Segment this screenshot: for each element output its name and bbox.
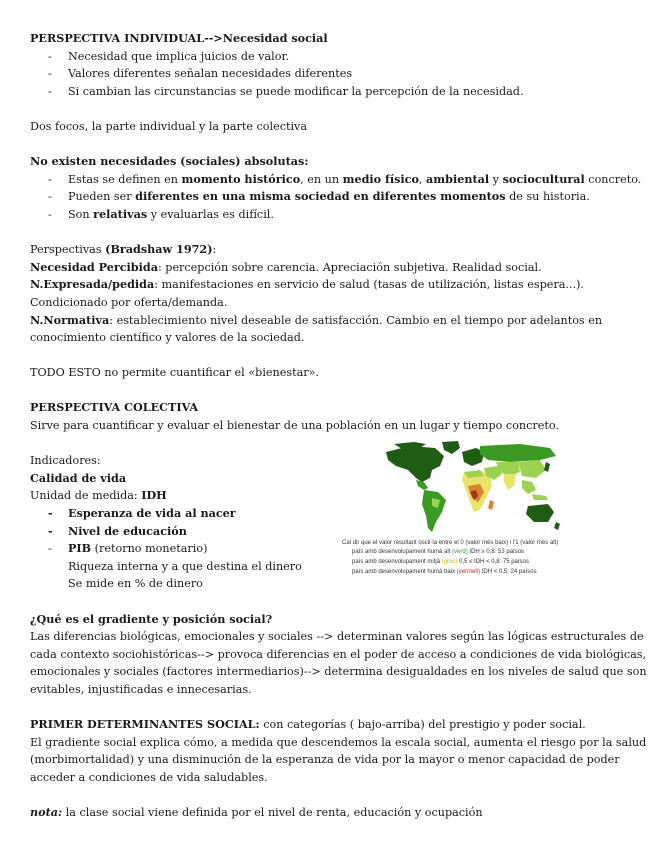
world-map-image	[380, 440, 560, 535]
gradiente-line: Las diferencias biológicas, emocionales y sociales --> determinan valores según las lógicas estructurales de	[30, 630, 644, 644]
indicadores-label: Indicadores:	[30, 454, 101, 468]
list-item: - Esperanza de vida al nacer	[48, 505, 630, 523]
list-item: - Valores diferentes señalan necesidades diferentes	[48, 65, 630, 83]
unidad-medida: Unidad de medida: IDH	[30, 488, 167, 503]
legend-row-mid: país amb desenvolupament mitjà (groc) 0,5 ≤ IDH < 0,8: 75 països	[352, 559, 529, 565]
document-page	[30, 30, 647, 822]
list-item: - Necesidad que implica juicios de valor.	[48, 48, 630, 66]
determinantes-heading: PRIMER DETERMINANTES SOCIAL: con categorías ( bajo-arriba) del prestigio y poder social.	[30, 717, 586, 732]
idh-world-map-figure	[342, 440, 632, 577]
necesidad-normativa: N.Normativa: establecimiento nivel deseable de satisfacción. Cambio en el tiempo por adelantos en	[30, 312, 603, 327]
list-item: - Estas se definen en momento histórico, en un medio físico, ambiental y sociocultural concreto.	[48, 171, 630, 189]
calidad-vida-label: Calidad de vida	[30, 470, 127, 485]
legend-row-low: país amb desenvolupament humà baix (vermell) IDH < 0,5: 24 països	[352, 569, 537, 575]
list-item: - Nivel de educación	[48, 523, 630, 541]
section-colectiva-title: PERSPECTIVA COLECTIVA	[30, 400, 199, 415]
map-caption: Cal dir que el valor resultant oscil·la entre el 0 (valor més baix) i l'1 (valor més alt)	[342, 540, 559, 546]
todo-esto-text: TODO ESTO no permite cuantificar el «bienestar».	[30, 366, 320, 380]
list-item: - PIB (retorno monetario)	[48, 540, 630, 558]
nota-text: nota: la clase social viene definida por el nivel de renta, educación y ocupación	[30, 805, 483, 820]
necesidad-percibida: Necesidad Percibida: percepción sobre carencia. Apreciación subjetiva. Realidad social.	[30, 259, 542, 274]
section-individual-title: PERSPECTIVA INDIVIDUAL-->Necesidad social	[30, 31, 328, 45]
list-item: - Son relativas y evaluarlas es difícil.	[48, 206, 630, 224]
gradiente-line: evitables, injustificadas e innecesarias.	[30, 682, 252, 696]
gradiente-line: cada contexto sociohistóricas--> provoca diferencias en el poder de acceso a condiciones de vida biológicas,	[30, 647, 647, 661]
determinantes-line: acceder a condiciones de vida saludables.	[30, 770, 268, 784]
legend-row-high: país amb desenvolupament humà alt (verd) IDH ≥ 0,8: 53 països	[352, 549, 525, 555]
absolutas-list	[30, 171, 642, 224]
colectiva-text: Sirve para cuantificar y evaluar el bienestar de una población en un lugar y tiempo concreto.	[30, 419, 559, 433]
section-absolutas-title: No existen necesidades (sociales) absolutas:	[30, 154, 309, 169]
list-item: - Pueden ser diferentes en una misma sociedad en diferentes momentos de su historia.	[48, 188, 630, 206]
determinantes-line: (morbimortalidad) y una disminución de la esperanza de vida por la mayor o menor capacidad de poder	[30, 753, 620, 767]
determinantes-line: El gradiente social explica cómo, a medida que descendemos la escala social, aumenta el riesgo por la salud	[30, 735, 647, 749]
mide-text: Se mide en % de dinero	[68, 577, 203, 591]
map-legend	[342, 539, 632, 577]
normativa-line2: conocimiento científico y valores de la sociedad.	[30, 331, 305, 345]
list-item: - Si cambian las circunstancias se puede modificar la percepción de la necesidad.	[48, 83, 630, 101]
section-gradiente-title: ¿Qué es el gradiente y posición social?	[30, 611, 273, 626]
necesidad-expresada: N.Expresada/pedida: manifestaciones en servicio de salud (tasas de utilización, listas espera...).	[30, 277, 584, 292]
riqueza-text: Riqueza interna y a que destina el dinero	[68, 559, 302, 573]
expresada-line2: Condicionado por oferta/demanda.	[30, 295, 228, 309]
gradiente-line: emocionales y sociales (factores intermediarios)--> determina desigualdades en los niveles de salud que son	[30, 665, 647, 679]
individual-list	[30, 48, 630, 101]
focos-text: Dos focos, la parte individual y la parte colectiva	[30, 119, 308, 133]
perspectivas-intro: Perspectivas (Bradshaw 1972):	[30, 242, 217, 257]
